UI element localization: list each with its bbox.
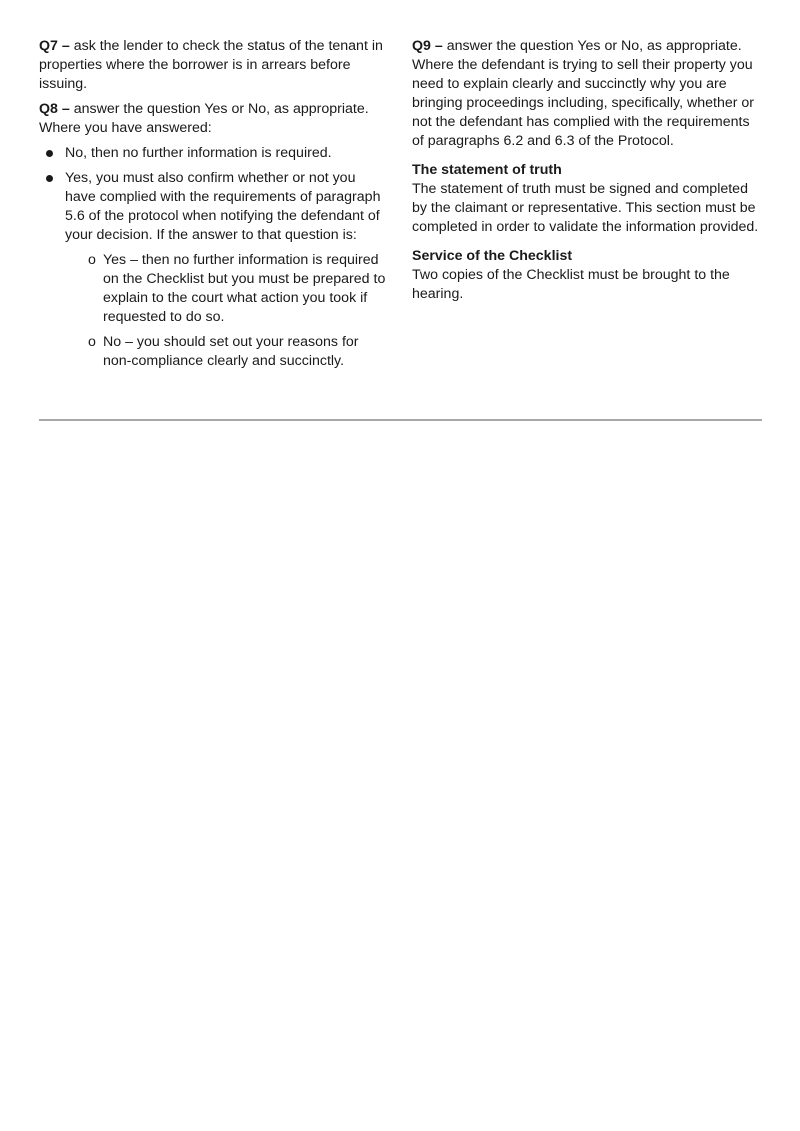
statement-of-truth-heading: The statement of truth — [412, 162, 562, 178]
left-column — [39, 37, 389, 377]
bullet-item-yes-text: Yes, you must also confirm whether or not you have complied with the requirements of paragraph 5.6 of the protocol when notifying the defendant of your decision. If the answer to that question is: — [65, 170, 381, 243]
q9-text: answer the question Yes or No, as appropriate. Where the defendant is trying to sell their property you need to explain clearly and succinctly why you are bringing proceedings including, specifically, whether or not the defendant has complied with the requirements of paragraphs 6.2 and 6.3 of the Protocol. — [412, 38, 755, 149]
sub-item-no — [65, 333, 389, 371]
right-column — [412, 37, 762, 377]
q8-text: answer the question Yes or No, as appropriate. Where you have answered: — [39, 101, 369, 136]
q9-label: Q9 – — [412, 38, 443, 54]
q8-sub-list — [65, 251, 389, 371]
service-text: Two copies of the Checklist must be brought to the hearing. — [412, 267, 730, 302]
sub-item-no-text: No – you should set out your reasons for non-compliance clearly and succinctly. — [103, 334, 359, 369]
sub-item-yes-text: Yes – then no further information is required on the Checklist but you must be prepared to explain to the court what action you took if requested to do so. — [103, 252, 386, 325]
q8-bullet-list — [39, 144, 389, 371]
bullet-item-yes — [39, 169, 389, 371]
two-column-layout — [39, 37, 762, 377]
bullet-item-no-text: No, then no further information is required. — [65, 145, 332, 161]
statement-of-truth-text: The statement of truth must be signed and completed by the claimant or representative. This section must be completed in order to validate the information provided. — [412, 181, 759, 235]
document-page — [39, 37, 762, 377]
q8-paragraph — [39, 100, 389, 138]
section-divider — [39, 419, 762, 421]
q7-label: Q7 – — [39, 38, 70, 54]
sub-item-marker: o — [88, 252, 96, 268]
q9-paragraph — [412, 37, 762, 151]
sub-item-marker: o — [88, 334, 96, 350]
q7-text: ask the lender to check the status of the tenant in properties where the borrower is in arrears before issuing. — [39, 38, 383, 92]
q8-label: Q8 – — [39, 101, 70, 117]
q7-paragraph — [39, 37, 389, 94]
sub-item-yes — [65, 251, 389, 327]
bullet-item-no — [39, 144, 389, 163]
service-heading: Service of the Checklist — [412, 248, 573, 264]
